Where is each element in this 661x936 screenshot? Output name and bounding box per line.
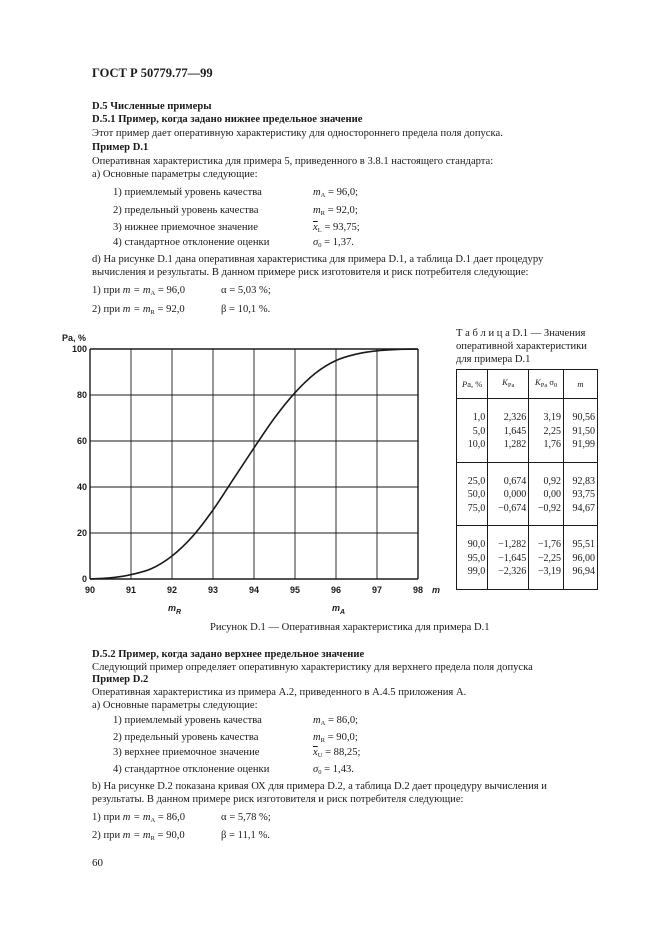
d1-param-3: 3) нижнее приемочное значение xyxy=(113,222,258,233)
table-row-group xyxy=(457,462,598,526)
d1-param-2-value: $m_R = 92,0$; xyxy=(313,205,358,217)
table-cell-value: 0,92 xyxy=(543,475,561,487)
th-kpa-sigma: $K_{Pa}$ $\sigma_0$ xyxy=(529,370,564,399)
table-cell-value: 5,0 xyxy=(472,425,486,437)
table-cell-value: −3,19 xyxy=(537,566,561,577)
d2-params-intro: a) Основные параметры следующие: xyxy=(92,700,258,711)
table-cell-value: 95,0 xyxy=(467,552,486,564)
d1-risk-2-value: β = 10,1 %. xyxy=(221,304,271,315)
d1-param-1-value: $m_A = 96,0$; xyxy=(313,187,359,199)
table-cell-value: 25,0 xyxy=(467,475,486,487)
table-cell xyxy=(529,462,564,526)
table-cell-value: 1,0 xyxy=(472,412,486,423)
annotation-label xyxy=(168,603,181,616)
table-cell-value: −1,645 xyxy=(498,552,527,564)
annotation-subscript: A xyxy=(340,609,346,616)
x-tick-label: 91 xyxy=(125,585,137,595)
table-cell xyxy=(488,399,529,463)
annotation-main: m xyxy=(168,603,177,613)
y-tick-label: 20 xyxy=(76,528,87,538)
table-cell-value: −0,92 xyxy=(537,502,561,514)
table-cell-value: 99,0 xyxy=(467,566,486,577)
table-cell-value: 10,0 xyxy=(467,439,486,450)
section-d51-heading: D.5.1 Пример, когда задано нижнее предельное значение xyxy=(92,114,363,125)
chart-annotations xyxy=(168,603,345,616)
th-m: m xyxy=(564,370,598,399)
document-header: ГОСТ Р 50779.77—99 xyxy=(92,66,213,80)
section-d5-heading: D.5 Численные примеры xyxy=(92,101,212,112)
y-tick-label: 60 xyxy=(76,436,87,446)
table-cell-value: 0,000 xyxy=(503,489,527,500)
table-cell-value: 2,326 xyxy=(503,412,527,423)
x-tick-label: 94 xyxy=(248,585,260,595)
d1-param-2: 2) предельный уровень качества xyxy=(113,205,259,216)
table-cell-value: 0,674 xyxy=(503,475,527,487)
th-kpa: $K_{Pa}$ xyxy=(488,370,529,399)
table-row-group xyxy=(457,526,598,590)
table-cell-value: 96,94 xyxy=(572,566,595,577)
d1-risk-1: 1) при $m = m_A = 96,0$ xyxy=(92,285,186,297)
table-cell xyxy=(564,399,598,463)
y-tick-label: 100 xyxy=(71,344,87,354)
d2-fig-text-2: результаты. В данном примере риск изготовителя и риск потребителя следующие: xyxy=(92,794,464,805)
d2-param-4: 4) стандартное отклонение оценки xyxy=(113,764,270,775)
y-tick-label: 40 xyxy=(76,482,87,492)
d2-risk-2-value: β = 11,1 %. xyxy=(221,830,270,841)
table-body xyxy=(457,399,598,590)
table-cell-value: −1,282 xyxy=(498,539,527,550)
example-d1-title: Пример D.1 xyxy=(92,142,149,153)
table-caption-line-3: для примера D.1 xyxy=(456,354,531,365)
d51-intro: Этот пример дает оперативную характеристику для одностороннего предела поля допуска. xyxy=(92,128,503,139)
d2-param-1: 1) приемлемый уровень качества xyxy=(113,715,262,726)
y-tick-label: 0 xyxy=(81,574,87,584)
table-cell-value: 50,0 xyxy=(467,489,486,500)
d2-param-1-value: $m_A = 86,0$; xyxy=(313,715,359,727)
table-cell-value: 90,0 xyxy=(467,539,486,550)
table-cell xyxy=(529,399,564,463)
table-cell xyxy=(488,526,529,590)
section-d52-heading: D.5.2 Пример, когда задано верхнее предельное значение xyxy=(92,649,365,660)
d2-param-2-value: $m_R = 90,0$; xyxy=(313,732,358,744)
d2-fig-text-1: b) На рисунке D.2 показана кривая ОХ для примера D.2, а таблица D.2 дает процедуру вычисления и xyxy=(92,781,547,792)
table-cell-value: 95,51 xyxy=(572,539,595,550)
table-cell-value: 93,75 xyxy=(572,489,595,500)
d1-risk-2: 2) при $m = m_R = 92,0$ xyxy=(92,304,185,316)
d1-risk-1-value: α = 5,03 %; xyxy=(221,285,271,296)
table-cell-value: 3,19 xyxy=(543,412,561,423)
table-cell-value: −2,25 xyxy=(537,552,561,564)
d2-risk-2: 2) при $m = m_R = 90,0$ xyxy=(92,830,185,842)
d2-risk-1: 1) при $m = m_A = 86,0$ xyxy=(92,812,186,824)
d2-param-3: 3) верхнее приемочное значение xyxy=(113,747,260,758)
table-cell-value: 92,83 xyxy=(572,475,595,487)
x-tick-label: 96 xyxy=(330,585,342,595)
table-cell-value: 1,282 xyxy=(503,439,527,450)
annotation-label xyxy=(332,603,345,616)
example-d2-title: Пример D.2 xyxy=(92,674,149,685)
chart-grid xyxy=(90,349,418,579)
y-axis-label: Pa, % xyxy=(62,333,87,343)
d2-param-4-value: $\sigma_0 = 1,43$. xyxy=(313,764,354,776)
table-d1 xyxy=(456,369,598,590)
table-cell-value: 2,25 xyxy=(543,425,561,437)
x-tick-label: 93 xyxy=(207,585,219,595)
example-d1-text: Оперативная характеристика для примера 5, приведенного в 3.8.1 настоящего стандарта: xyxy=(92,156,494,167)
y-tick-label: 80 xyxy=(76,390,87,400)
x-tick-label: 97 xyxy=(371,585,383,595)
table-cell-value: 91,50 xyxy=(572,425,595,437)
table-caption-line-2: оперативной характеристики xyxy=(456,341,587,352)
table-cell-value: 1,645 xyxy=(503,425,527,437)
d1-params-intro: a) Основные параметры следующие: xyxy=(92,169,258,180)
table-cell xyxy=(457,399,488,463)
x-tick-label: 95 xyxy=(289,585,301,595)
d1-param-3-value: $\overline{x}_L = 93,75$; xyxy=(313,222,360,234)
table-cell-value: 75,0 xyxy=(467,502,486,514)
d52-intro: Следующий пример определяет оперативную характеристику для верхнего предела поля допуска xyxy=(92,662,533,673)
annotation-main: m xyxy=(332,603,341,613)
table-caption-line-1: Т а б л и ц а D.1 — Значения xyxy=(456,328,586,339)
annotation-subscript: R xyxy=(176,609,182,616)
oc-chart xyxy=(60,326,444,616)
d1-param-1: 1) приемлемый уровень качества xyxy=(113,187,262,198)
table-cell-value: −2,326 xyxy=(498,566,527,577)
table-cell-value: 0,00 xyxy=(543,489,561,500)
x-tick-label: 92 xyxy=(166,585,178,595)
table-cell xyxy=(488,462,529,526)
d2-param-2: 2) предельный уровень качества xyxy=(113,732,259,743)
d1-fig-text-2: вычисления и результаты. В данном примере риск изготовителя и риск потребителя следующие: xyxy=(92,267,529,278)
page-number: 60 xyxy=(92,857,103,869)
table-cell-value: −1,76 xyxy=(537,539,561,550)
th-pa: Pa, % xyxy=(457,370,488,399)
table-cell-value: 91,99 xyxy=(572,439,595,450)
table-cell-value: 1,76 xyxy=(543,439,561,450)
table-cell-value: −0,674 xyxy=(498,502,527,514)
chart-ticks xyxy=(72,344,423,595)
x-tick-label: 98 xyxy=(412,585,424,595)
table-cell xyxy=(457,526,488,590)
table-cell-value: 94,67 xyxy=(572,502,595,514)
table-header-row xyxy=(457,370,598,399)
d1-fig-text-1: d) На рисунке D.1 дана оперативная характеристика для примера D.1, а таблица D.1 дает процедуру xyxy=(92,254,544,265)
x-axis-label: m xyxy=(432,585,441,595)
d2-risk-1-value: α = 5,78 %; xyxy=(221,812,271,823)
table-cell-value: 96,00 xyxy=(572,552,595,564)
x-tick-label: 90 xyxy=(84,585,96,595)
table-cell xyxy=(564,526,598,590)
example-d2-text: Оперативная характеристика из примера A.2, приведенного в A.4.5 приложения A. xyxy=(92,687,467,698)
d2-param-3-value: $\overline{x}_U = 88,25$; xyxy=(313,747,361,759)
figure-caption: Рисунок D.1 — Оперативная характеристика для примера D.1 xyxy=(210,622,490,633)
table-row-group xyxy=(457,399,598,463)
table-cell xyxy=(529,526,564,590)
d1-param-4: 4) стандартное отклонение оценки xyxy=(113,237,270,248)
table-cell-value: 90,56 xyxy=(572,412,595,423)
d1-param-4-value: $\sigma_0 = 1,37$. xyxy=(313,237,354,249)
table-cell xyxy=(564,462,598,526)
table-cell xyxy=(457,462,488,526)
